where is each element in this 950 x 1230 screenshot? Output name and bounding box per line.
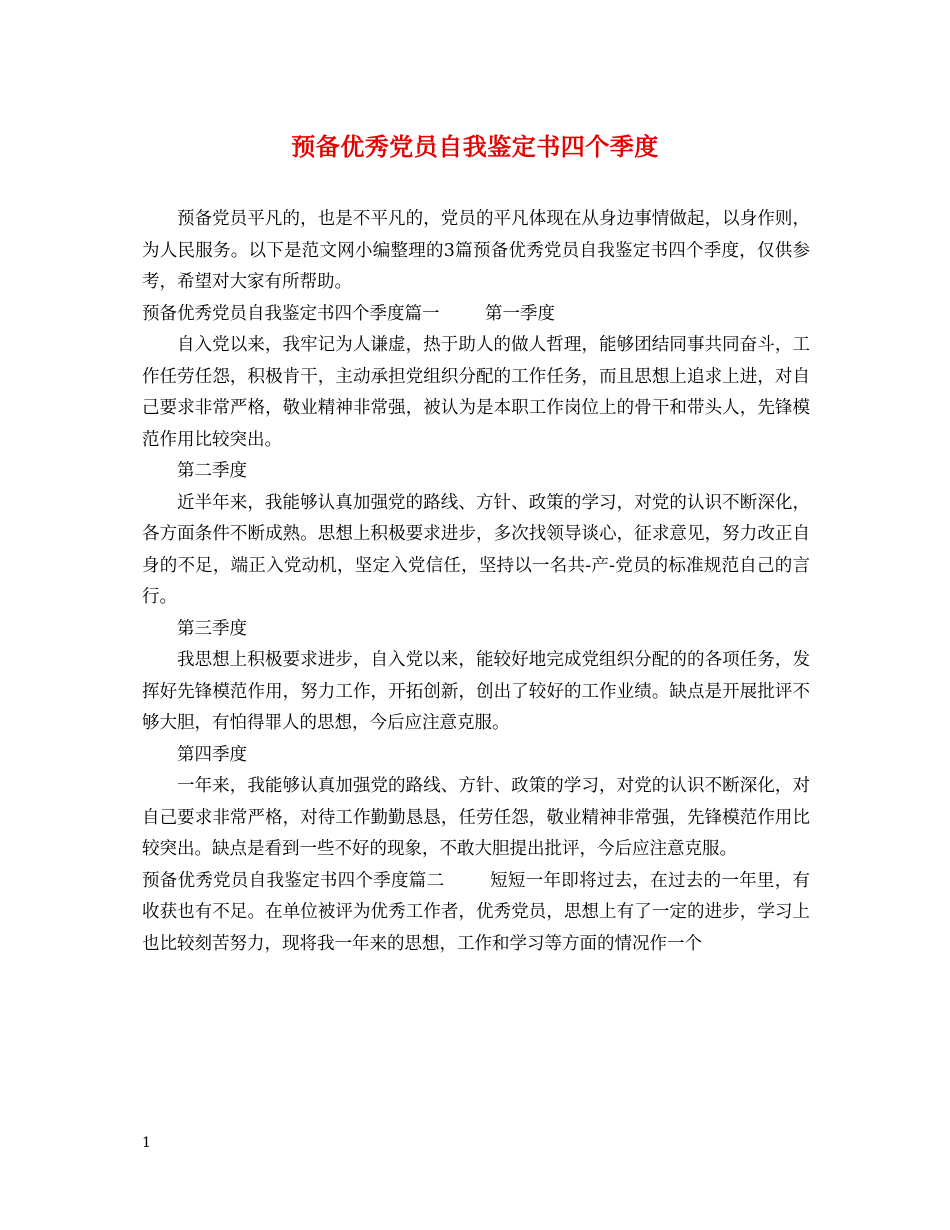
- document-body: [142, 204, 810, 960]
- q1-heading: 第一季度: [485, 303, 555, 324]
- document-title: 预备优秀党员自我鉴定书四个季度: [291, 132, 659, 161]
- q2-paragraph: 近半年来，我能够认真加强党的路线、方针、政策的学习，对党的认识不断深化，各方面条件不断成熟。思想上积极要求进步，多次找领导谈心，征求意见，努力改正自身的不足，端正入党动机，坚定入党信任，坚持以一名共-产-党员的标准规范自己的言行。: [142, 492, 810, 607]
- page-number: 1: [142, 1135, 151, 1151]
- part1-heading-line: [142, 299, 810, 331]
- q1-paragraph: 自入党以来，我牢记为人谦虚，热于助人的做人哲理，能够团结同事共同奋斗，工作任劳任怨，积极肯干，主动承担党组织分配的工作任务，而且思想上追求上进，对自己要求非常严格，敬业精神非常强，被认为是本职工作岗位上的骨干和带头人，先锋模范作用比较突出。: [142, 335, 810, 450]
- q3-heading: 第三季度: [177, 618, 247, 639]
- part2-heading: 预备优秀党员自我鉴定书四个季度篇二: [142, 870, 445, 891]
- q4-paragraph: 一年来，我能够认真加强党的路线、方针、政策的学习，对党的认识不断深化，对自己要求非常严格，对待工作勤勤恳恳，任劳任怨，敬业精神非常强，先锋模范作用比较突出。缺点是看到一些不好的现象，不敢大胆提出批评，今后应注意克服。: [142, 776, 810, 859]
- part2-text: 短短一年即将过去，在过去的一年里，有收获也有不足。在单位被评为优秀工作者，优秀党员，思想上有了一定的进步，学习上也比较刻苦努力，现将我一年来的思想，工作和学习等方面的情况作一个: [142, 870, 811, 954]
- q2-heading: 第二季度: [177, 461, 247, 481]
- part1-heading: 预备优秀党员自我鉴定书四个季度篇一: [142, 303, 440, 324]
- part2-paragraph: [142, 866, 810, 961]
- q3-paragraph: 我思想上积极要求进步，自入党以来，能较好地完成党组织分配的的各项任务，发挥好先锋模范作用，努力工作，开拓创新，创出了较好的工作业绩。缺点是开展批评不够大胆，有怕得罪人的思想，今后应注意克服。: [142, 650, 810, 733]
- intro-paragraph: 预备党员平凡的，也是不平凡的，党员的平凡体现在从身边事情做起，以身作则，为人民服务。以下是范文网小编整理的3篇预备优秀党员自我鉴定书四个季度，仅供参考，希望对大家有所帮助。: [142, 209, 810, 292]
- q4-heading: 第四季度: [177, 744, 247, 765]
